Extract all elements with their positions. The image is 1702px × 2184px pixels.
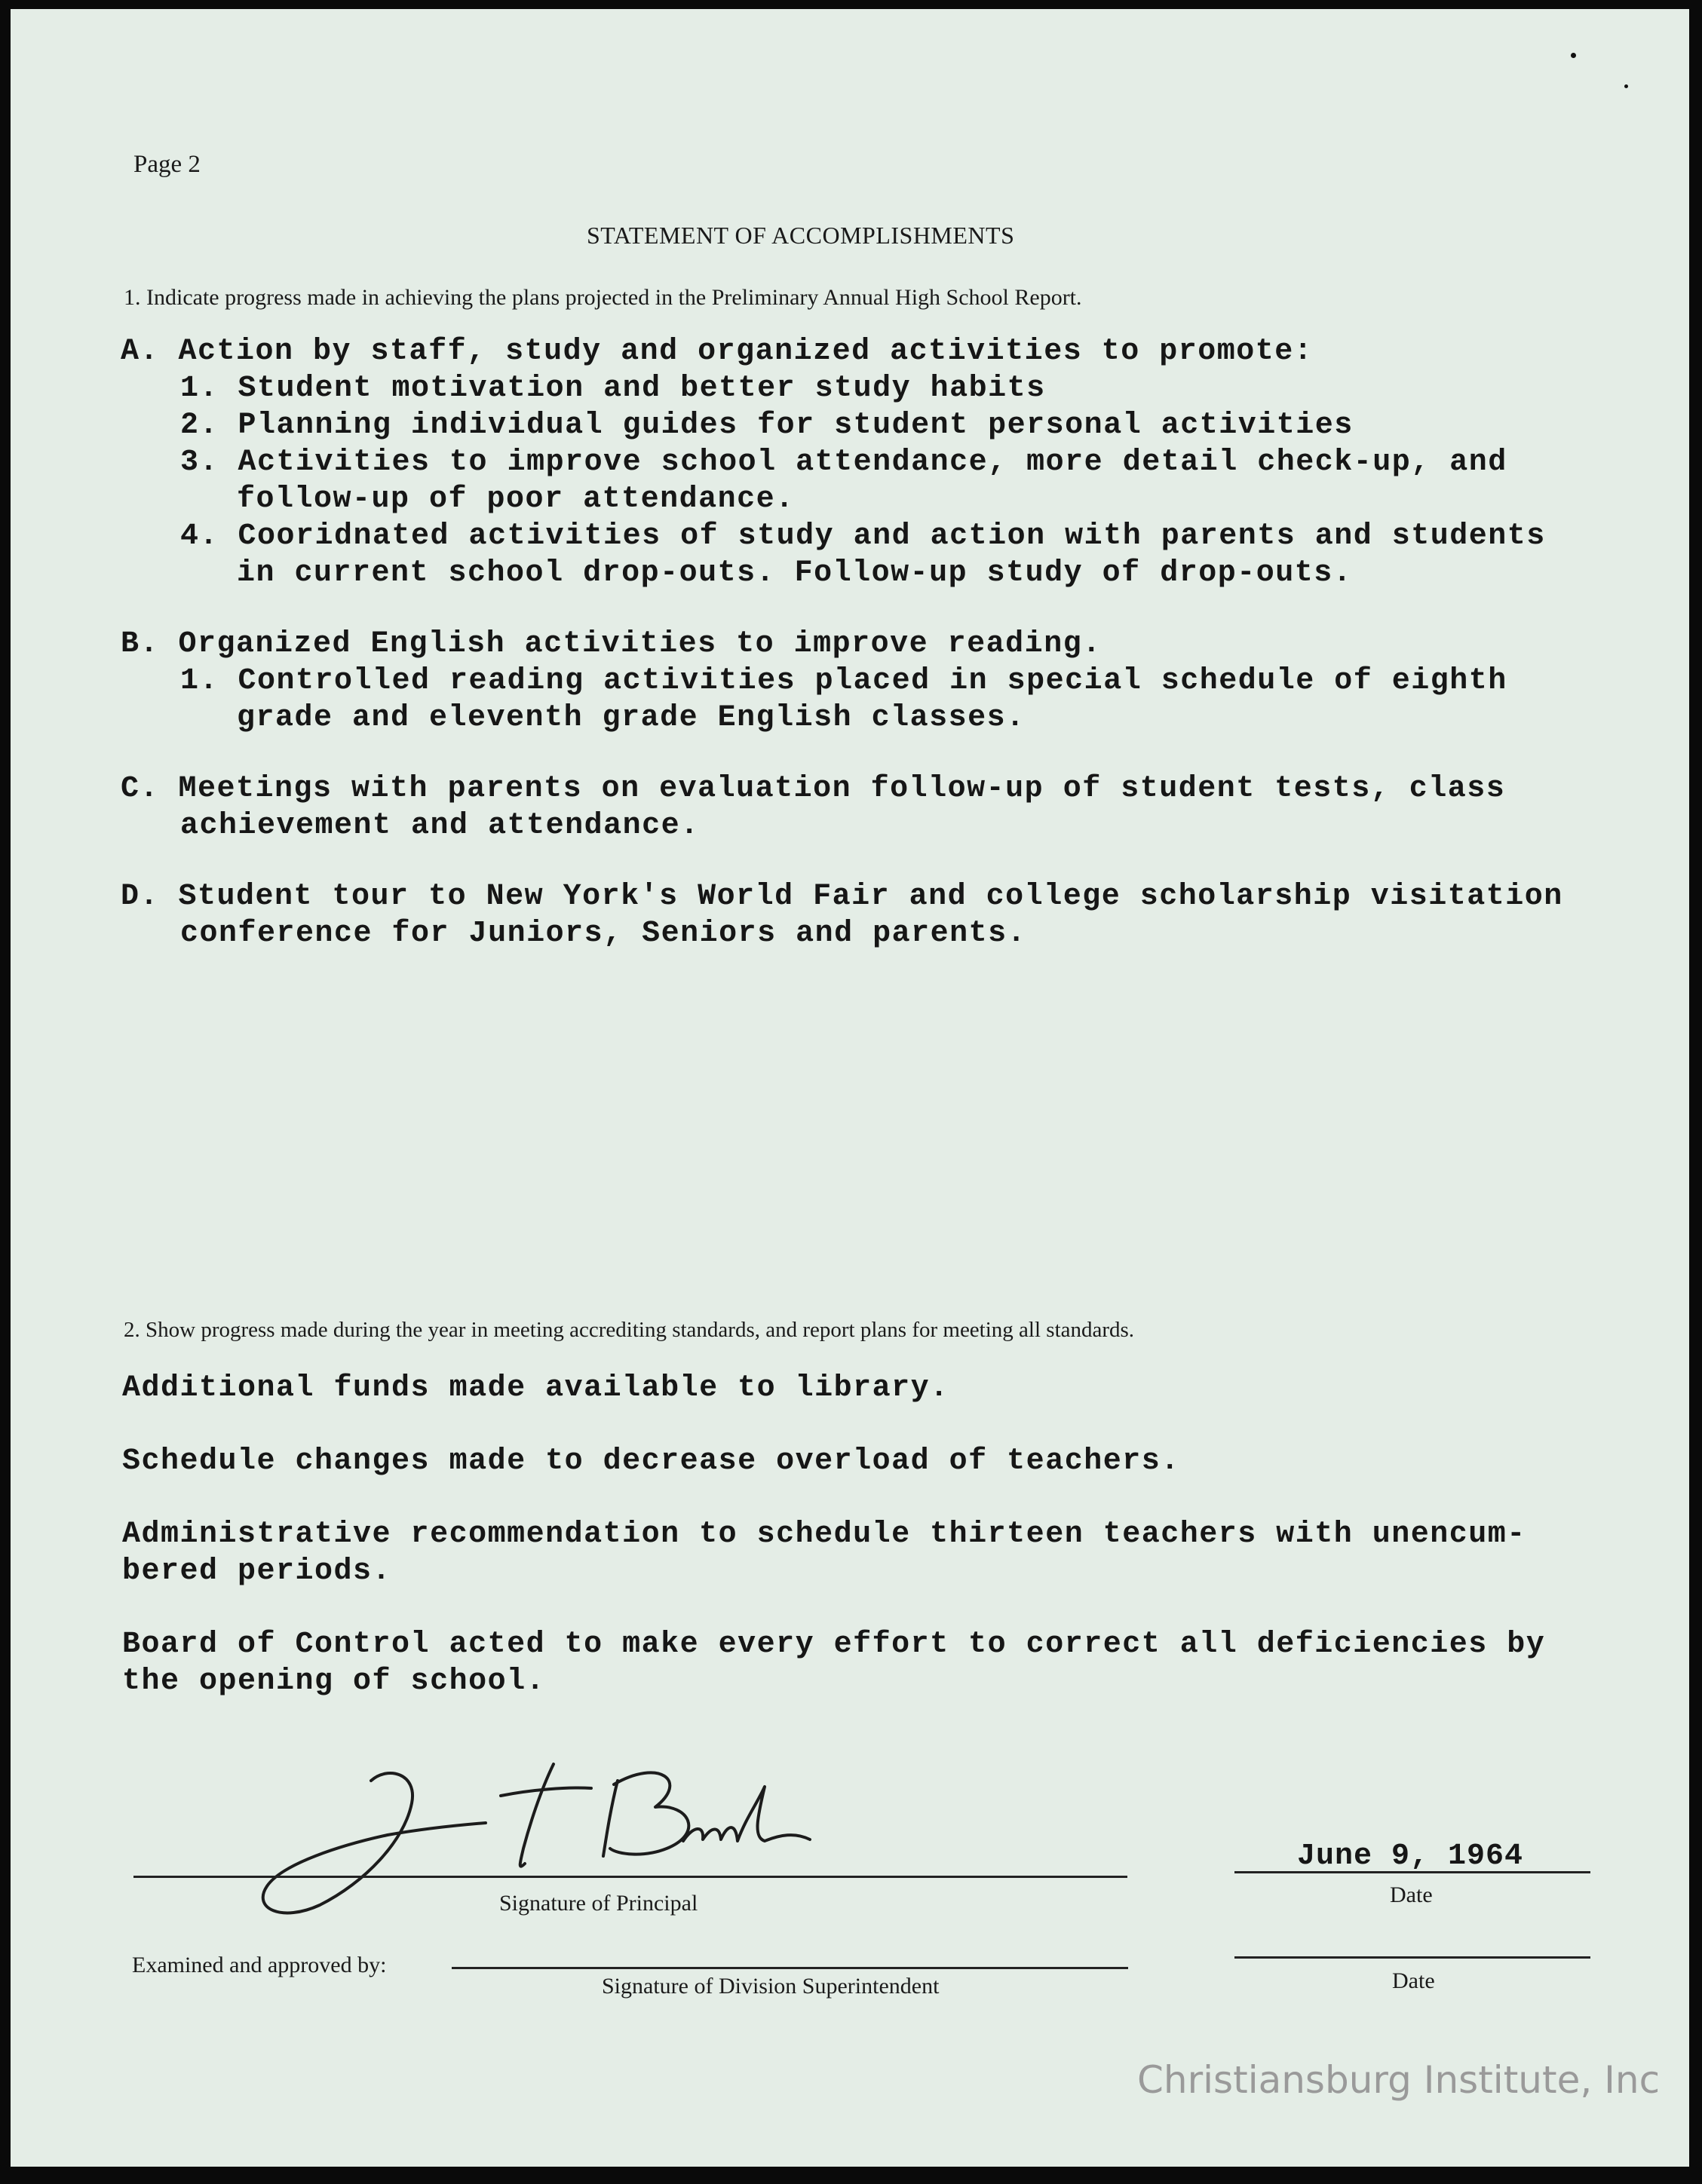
principal-signature-label: Signature of Principal (499, 1891, 698, 1916)
principal-date-label: Date (1390, 1882, 1433, 1907)
item-b-sub1-line1: 1. Controlled reading activities placed in special schedule of eighth (180, 664, 1507, 698)
examined-approved-label: Examined and approved by: (132, 1953, 387, 1977)
item-b-sub1-line2: grade and eleventh grade English classes. (237, 701, 1026, 735)
section1-prompt: 1. Indicate progress made in achieving the plans projected in the Preliminary Annual High School Report. (124, 285, 1082, 310)
section2-paragraph-1: Additional funds made available to library. (122, 1371, 949, 1405)
item-a-sub2: 2. Planning individual guides for student personal activities (180, 409, 1354, 443)
watermark-text: Christiansburg Institute, Inc (1137, 2058, 1661, 2102)
section2-paragraph-3-line2: bered periods. (122, 1555, 392, 1588)
principal-date-line (1234, 1871, 1590, 1873)
section2-prompt: 2. Show progress made during the year in meeting accrediting standards, and report plans for meeting all standards. (124, 1318, 1135, 1342)
item-c-line2: achievement and attendance. (180, 809, 700, 843)
document-page (11, 9, 1689, 2167)
item-a-heading: A. Action by staff, study and organized activities to promote: (121, 335, 1314, 369)
paper-speck (1571, 53, 1576, 58)
item-a-sub4-line1: 4. Cooridnated activities of study and action with parents and students (180, 519, 1546, 553)
principal-date-value: June 9, 1964 (1297, 1839, 1524, 1873)
item-a-sub3-line2: follow-up of poor attendance. (237, 482, 795, 516)
item-d-line1: D. Student tour to New York's World Fair and college scholarship visitation (121, 880, 1563, 914)
superintendent-signature-line (452, 1967, 1128, 1969)
section2-paragraph-4-line1: Board of Control acted to make every effort to correct all deficiencies by (122, 1628, 1546, 1662)
superintendent-signature-label: Signature of Division Superintendent (602, 1974, 940, 1999)
section2-paragraph-2: Schedule changes made to decrease overload of teachers. (122, 1444, 1180, 1478)
item-b-heading: B. Organized English activities to improve reading. (121, 627, 1102, 661)
superintendent-date-line (1234, 1956, 1590, 1959)
item-a-sub4-line2: in current school drop-outs. Follow-up study of drop-outs. (237, 556, 1353, 590)
item-c-line1: C. Meetings with parents on evaluation follow-up of student tests, class (121, 772, 1506, 806)
item-a-sub3-line1: 3. Activities to improve school attendance, more detail check-up, and (180, 446, 1507, 479)
section2-paragraph-3-line1: Administrative recommendation to schedule thirteen teachers with unencum- (122, 1518, 1526, 1551)
page-label: Page 2 (133, 151, 201, 178)
item-a-sub1: 1. Student motivation and better study habits (180, 372, 1046, 406)
principal-signature-line (133, 1876, 1127, 1878)
superintendent-date-label: Date (1392, 1968, 1435, 1993)
document-title: STATEMENT OF ACCOMPLISHMENTS (587, 222, 1015, 249)
paper-speck (1624, 84, 1628, 88)
item-d-line2: conference for Juniors, Seniors and parents. (180, 917, 1027, 951)
section2-paragraph-4-line2: the opening of school. (122, 1665, 546, 1698)
